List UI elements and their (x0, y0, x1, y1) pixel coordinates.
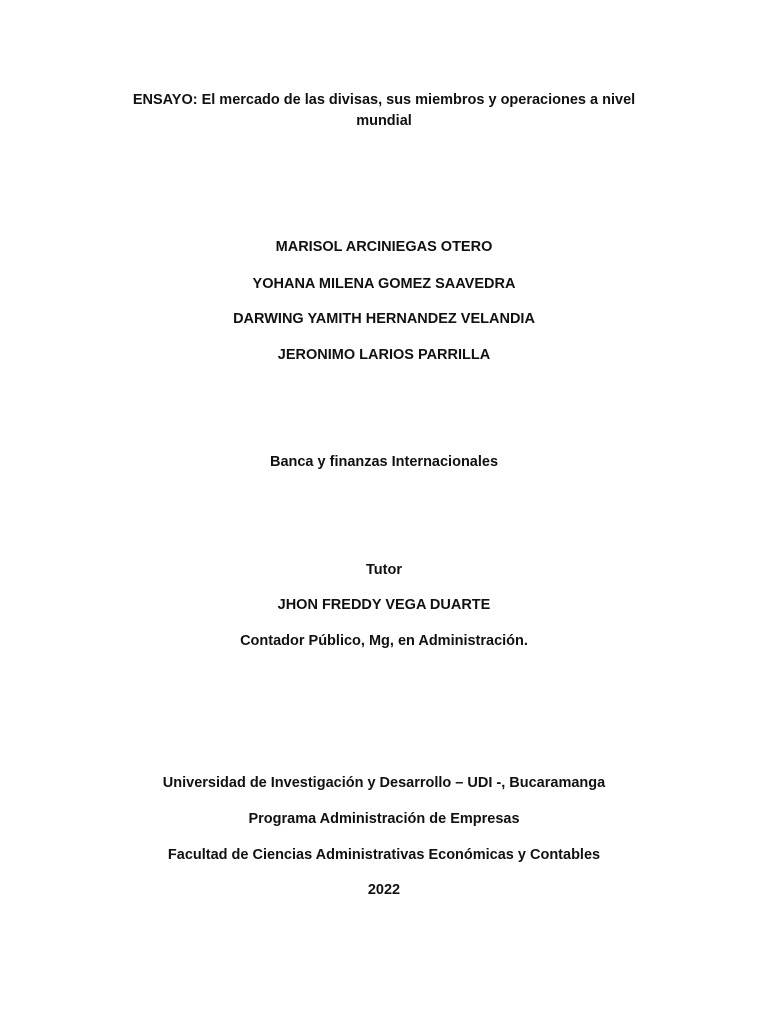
course-name: Banca y finanzas Internacionales (269, 454, 499, 470)
university-name: Universidad de Investigación y Desarrollo – UDI -, Bucaramanga (162, 775, 606, 791)
program-name: Programa Administración de Empresas (248, 811, 520, 827)
author-name: JERONIMO LARIOS PARRILLA (277, 347, 491, 363)
tutor-label: Tutor (366, 562, 402, 578)
essay-title: ENSAYO: El mercado de las divisas, sus miembros y operaciones a nivel mundial (132, 92, 636, 129)
faculty-name: Facultad de Ciencias Administrativas Económicas y Contables (167, 847, 601, 863)
author-name: DARWING YAMITH HERNANDEZ VELANDIA (233, 311, 535, 327)
author-name: YOHANA MILENA GOMEZ SAAVEDRA (252, 276, 516, 292)
author-name: MARISOL ARCINIEGAS OTERO (275, 239, 493, 255)
year: 2022 (367, 882, 401, 898)
tutor-name: JHON FREDDY VEGA DUARTE (277, 597, 491, 613)
tutor-credentials: Contador Público, Mg, en Administración. (240, 633, 528, 649)
